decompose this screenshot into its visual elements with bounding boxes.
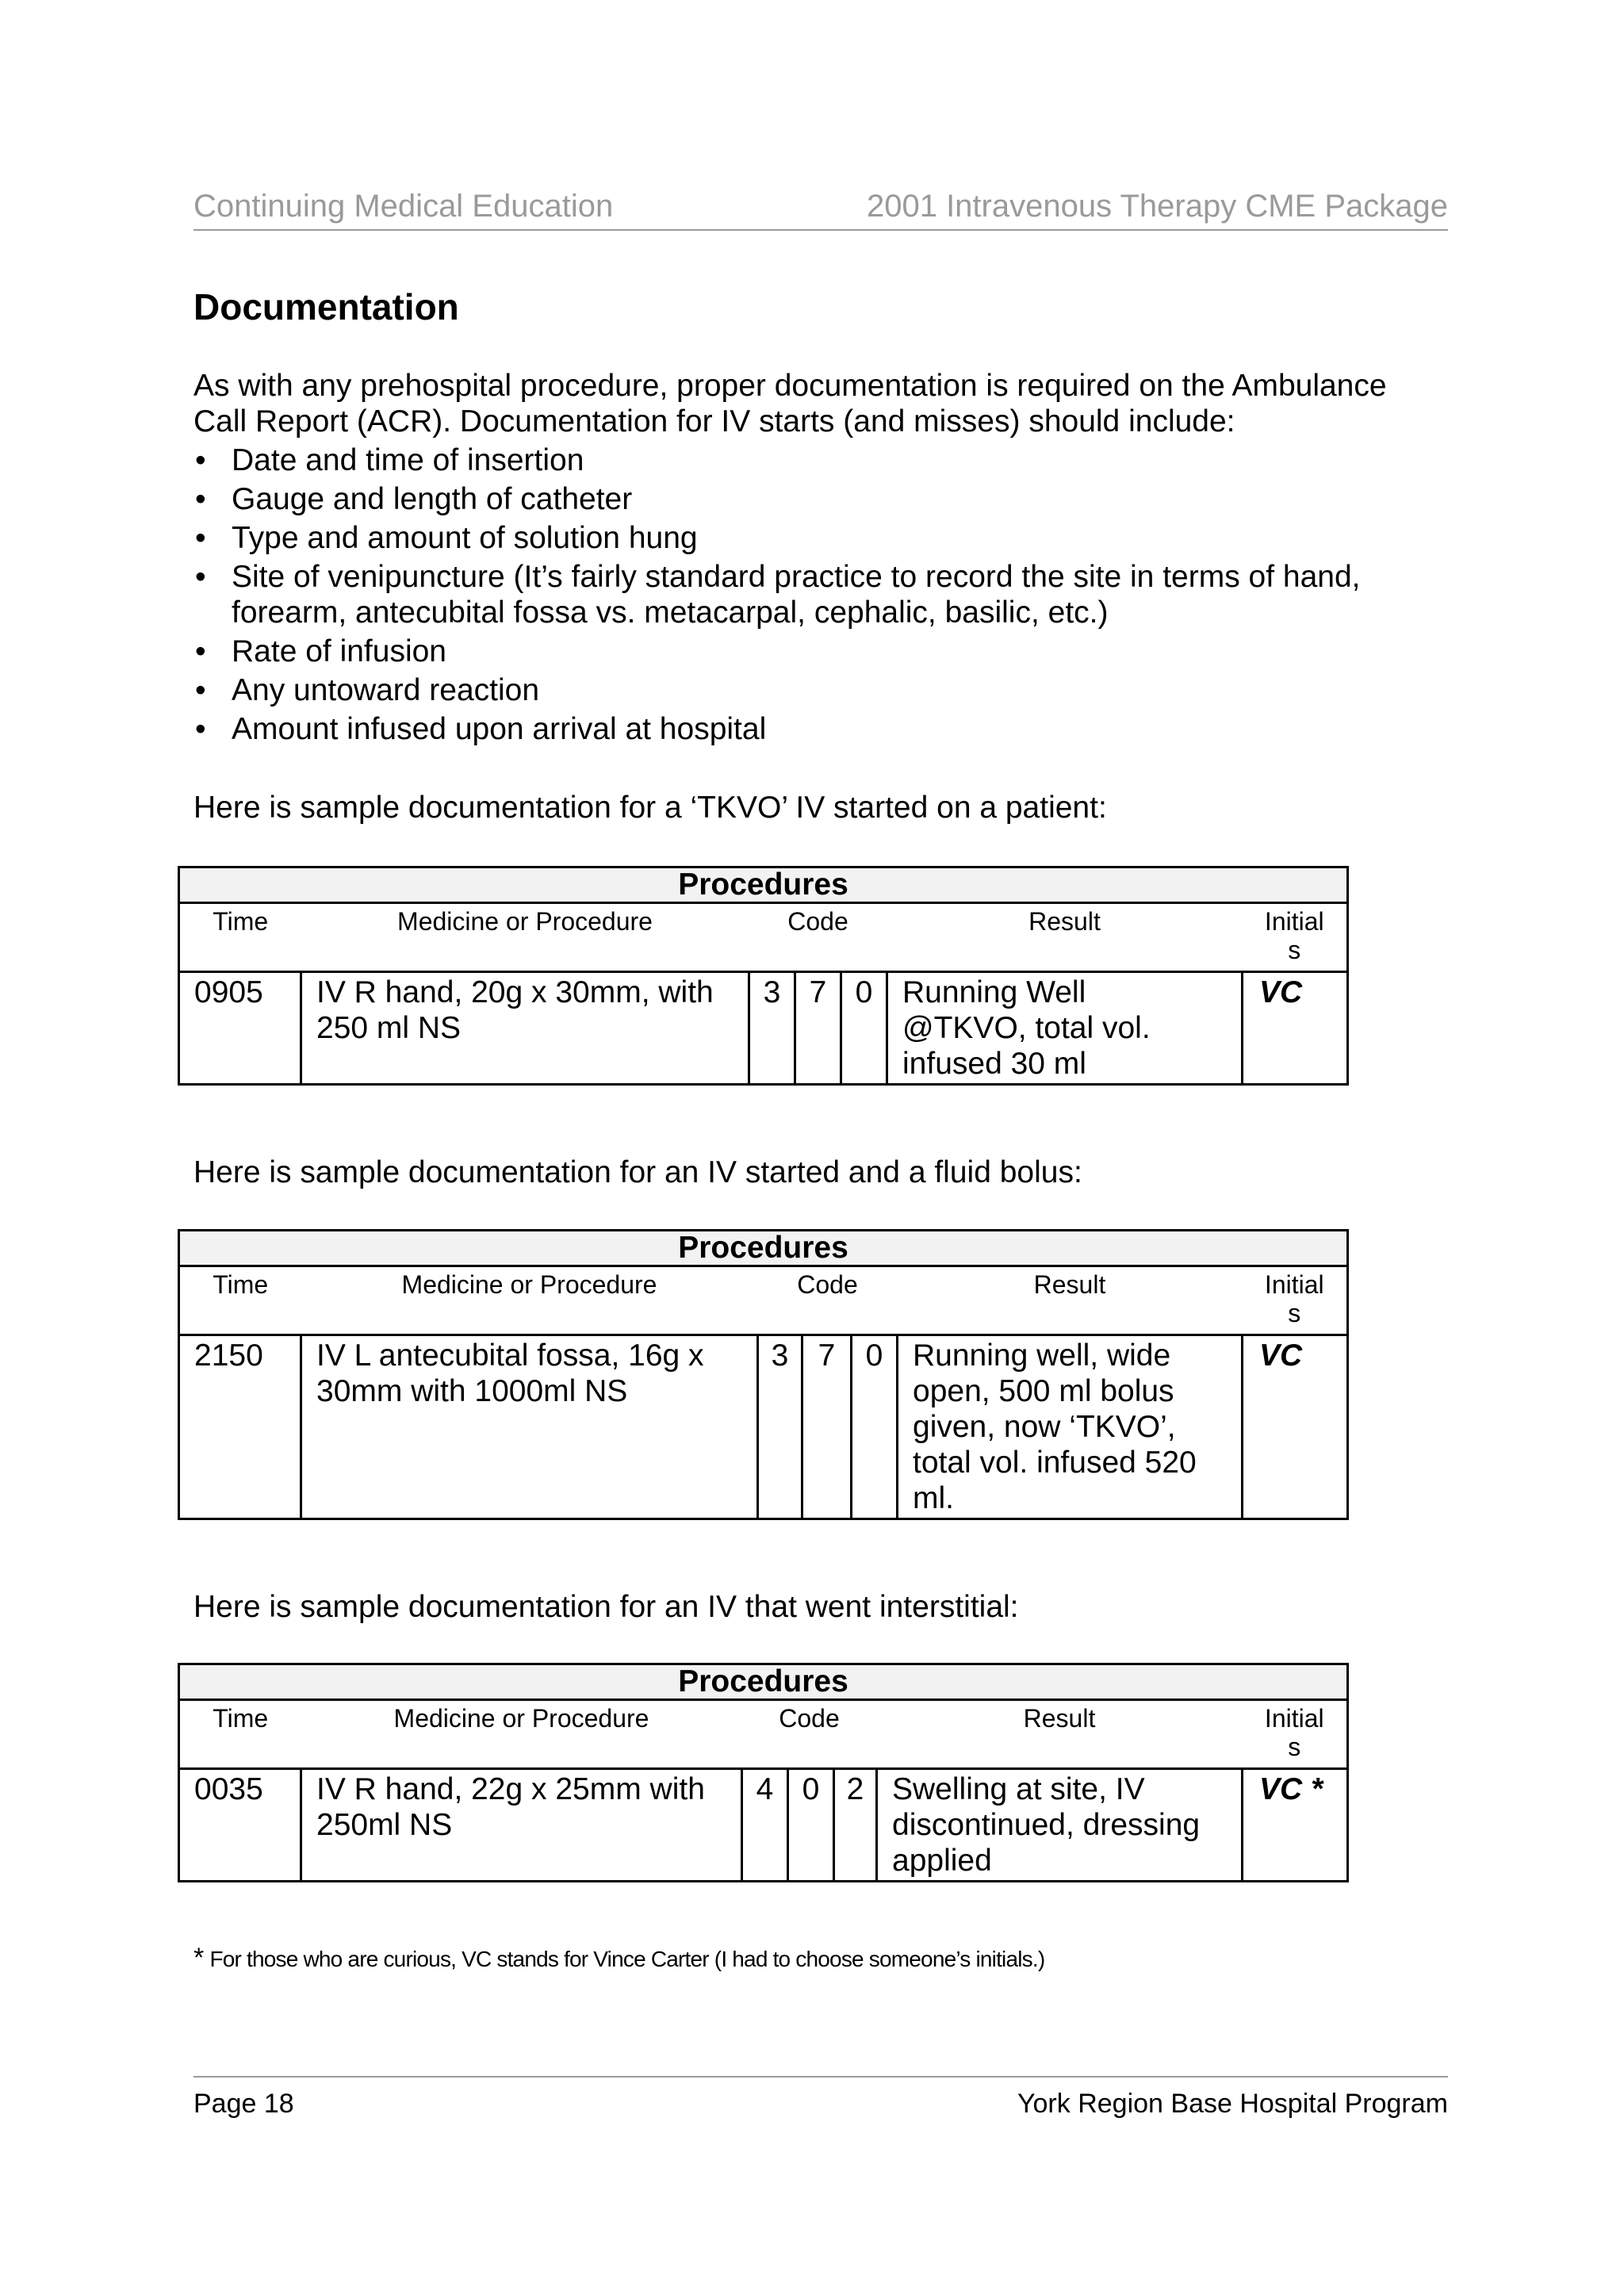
col-header-medicine: Medicine or Procedure [301,903,749,972]
footnote [193,1943,1044,1974]
table-title: Procedures [179,1231,1348,1266]
table-row [179,1335,1348,1519]
table-title: Procedures [179,1664,1348,1700]
cell-code-1: 4 [742,1769,788,1882]
bullet-icon: • [195,560,206,594]
header-right: 2001 Intravenous Therapy CME Package [866,189,1448,224]
col-header-result: Result [887,903,1243,972]
footer-page-number: Page 18 [193,2089,294,2119]
cell-time: 0035 [179,1769,301,1882]
bullet-icon: • [195,521,206,555]
documentation-bullet-list [193,442,1448,750]
procedures-table-interstitial [178,1663,1349,1882]
footnote-text: For those who are curious, VC stands for Vince Carter (I had to choose someone’s initials.) [209,1947,1045,1971]
table-row [179,1769,1348,1882]
list-item: • Amount infused upon arrival at hospital [195,712,767,746]
cell-code-2: 7 [802,1335,852,1519]
header-left: Continuing Medical Education [193,189,614,224]
cell-medicine: IV L antecubital fossa, 16g x 30mm with 1000ml NS [301,1335,758,1519]
cell-result: Swelling at site, IV discontinued, dressing applied [877,1769,1243,1882]
list-item: • Gauge and length of catheter [195,482,633,516]
example-lead-interstitial: Here is sample documentation for an IV that went interstitial: [193,1590,1019,1624]
list-item: • Type and amount of solution hung [195,521,698,555]
cell-time: 2150 [179,1335,301,1519]
example-lead-bolus: Here is sample documentation for an IV started and a fluid bolus: [193,1155,1082,1189]
cell-code-2: 0 [788,1769,834,1882]
col-header-medicine: Medicine or Procedure [301,1700,742,1769]
intro-line-2: Call Report (ACR). Documentation for IV starts (and misses) should include: [193,404,1235,439]
bullet-icon: • [195,482,206,516]
table-row [179,972,1348,1085]
footer-program-name: York Region Base Hospital Program [1017,2089,1448,2119]
col-header-code: Code [749,903,887,972]
col-header-time: Time [179,1700,301,1769]
procedures-table-tkvo [178,866,1349,1086]
col-header-initials: Initial s [1243,903,1348,972]
list-item: • Date and time of insertion [195,443,584,477]
col-header-initials: Initial s [1243,1700,1348,1769]
col-header-code: Code [742,1700,877,1769]
cell-code-1: 3 [758,1335,802,1519]
table-title: Procedures [179,867,1348,903]
cell-code-2: 7 [795,972,841,1085]
bullet-icon: • [195,673,206,707]
list-item: • Rate of infusion [195,634,447,668]
intro-line-1: As with any prehospital procedure, proper documentation is required on the Ambulance [193,369,1387,403]
col-header-code: Code [758,1266,898,1335]
col-header-medicine: Medicine or Procedure [301,1266,758,1335]
cell-time: 0905 [179,972,301,1085]
example-lead-tkvo: Here is sample documentation for a ‘TKVO’ IV started on a patient: [193,791,1107,825]
cell-result: Running well, wide open, 500 ml bolus given, now ‘TKVO’, total vol. infused 520 ml. [898,1335,1243,1519]
footnote-asterisk: * [193,1943,204,1973]
page-header [193,189,1448,231]
intro-paragraph [193,368,1448,439]
cell-code-3: 0 [852,1335,898,1519]
cell-result: Running Well @TKVO, total vol. infused 30 ml [887,972,1243,1085]
bullet-icon: • [195,443,206,477]
bullet-icon: • [195,712,206,746]
list-item: • Site of venipuncture (It’s fairly standard practice to record the site in terms of hand, forearm, antecubital fossa vs. metacarpal, cephalic, basilic, etc.) [195,560,1361,630]
cell-code-3: 2 [834,1769,877,1882]
col-header-result: Result [877,1700,1243,1769]
procedures-table-bolus [178,1229,1349,1520]
cell-medicine: IV R hand, 20g x 30mm, with 250 ml NS [301,972,749,1085]
cell-initials: VC [1243,1335,1348,1519]
cell-initials: VC * [1243,1769,1348,1882]
col-header-time: Time [179,903,301,972]
page-footer [193,2076,1448,2120]
col-header-initials: Initial s [1243,1266,1348,1335]
col-header-result: Result [898,1266,1243,1335]
section-title: Documentation [193,286,459,327]
bullet-icon: • [195,634,206,668]
cell-medicine: IV R hand, 22g x 25mm with 250ml NS [301,1769,742,1882]
cell-initials: VC [1243,972,1348,1085]
col-header-time: Time [179,1266,301,1335]
cell-code-3: 0 [841,972,887,1085]
cell-code-1: 3 [749,972,795,1085]
list-item: • Any untoward reaction [195,673,540,707]
